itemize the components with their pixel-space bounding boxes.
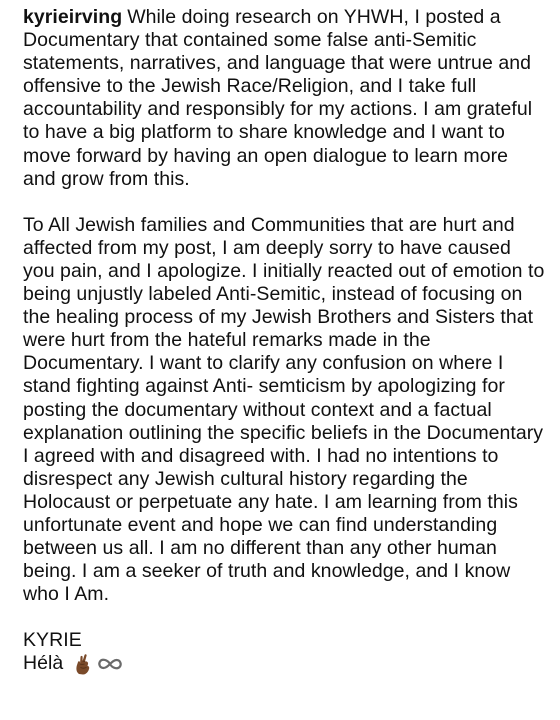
sign-off-line	[23, 652, 545, 675]
sign-off-text: Hélà	[23, 652, 64, 675]
username-link[interactable]: kyrieirving	[23, 6, 123, 28]
signature-name: KYRIE	[23, 629, 82, 652]
post-caption	[23, 6, 545, 676]
crossed-fingers-icon	[73, 653, 93, 675]
caption-text-1: While doing research on YHWH, I posted a Documentary that contained some false anti-Semitic statements, narratives, and language that were untrue and offensive to the Jewish Race/Religion, and I take full accountability and responsibly for my actions. I am grateful to have a big platform to share knowledge and I want to move forward by having an open dialogue to learn more and grow from this.	[23, 6, 533, 190]
caption-paragraph-2: To All Jewish families and Communities that are hurt and affected from my post, I am deeply sorry to have caused you pain, and I apologize. I initially reacted out of emotion to being unjustly labeled Anti-Semitic, instead of focusing on the healing process of my Jewish Brothers and Sisters that were hurt from the hateful remarks made in the Documentary. I want to clarify any confusion on where I stand fighting against Anti- semticism by apologizing for posting the documentary without context and a factual explanation outlining the specific beliefs in the Documentary I agreed with and disagreed with. I had no intentions to disrespect any Jewish cultural history regarding the Holocaust or perpetuate any hate. I am learning from this unfortunate event and hope we can find understanding between us all. I am no different than any other human being. I am a seeker of truth and knowledge, and I know who I Am.	[23, 213, 545, 606]
emoji-row	[73, 653, 123, 675]
infinity-icon	[97, 657, 123, 671]
signature-block	[23, 629, 545, 675]
caption-paragraph-1	[23, 6, 545, 191]
